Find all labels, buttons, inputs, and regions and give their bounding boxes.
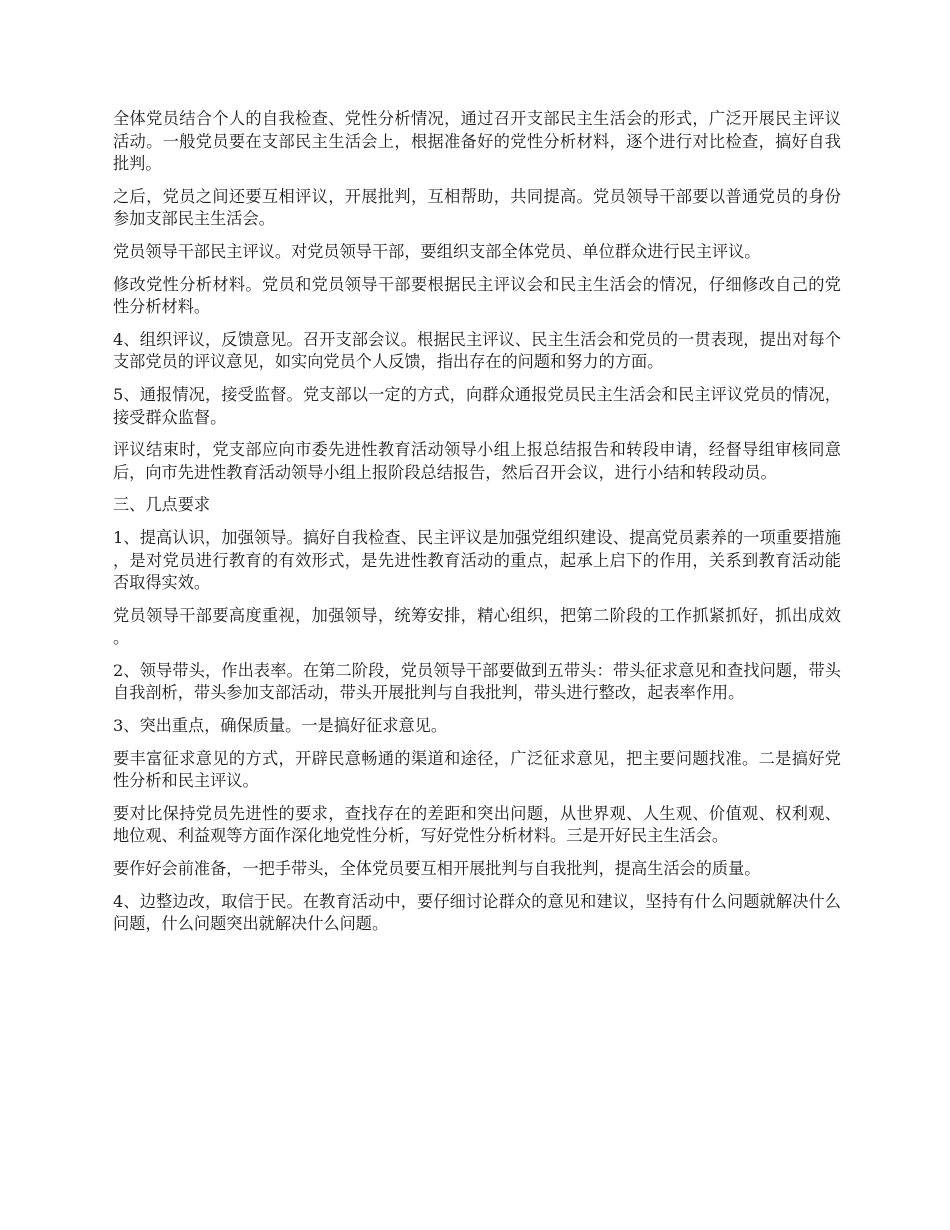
- paragraph-11: 2、领导带头，作出表率。在第二阶段，党员领导干部要做到五带头：带头征求意见和查找问题，带头自我剖析，带头参加支部活动，带头开展批判与自我批判，带头进行整改，起表率作用。: [113, 660, 841, 703]
- paragraph-9: 1、提高认识，加强领导。搞好自我检查、民主评议是加强党组织建设、提高党员素养的一项重要措施，是对党员进行教育的有效形式，是先进性教育活动的重点，起承上启下的作用，关系到教育活动能否取得实效。: [113, 527, 841, 593]
- paragraph-13: 要丰富征求意见的方式，开辟民意畅通的渠道和途径，广泛征求意见，把主要问题找准。二是搞好党性分析和民主评议。: [113, 748, 841, 791]
- paragraph-5: 4、组织评议，反馈意见。召开支部会议。根据民主评议、民主生活会和党员的一贯表现，提出对每个支部党员的评议意见，如实向党员个人反馈，指出存在的问题和努力的方面。: [113, 329, 841, 372]
- paragraph-14: 要对比保持党员先进性的要求，查找存在的差距和突出问题，从世界观、人生观、价值观、权利观、地位观、利益观等方面作深化地党性分析，写好党性分析材料。三是开好民主生活会。: [113, 803, 841, 846]
- paragraph-10: 党员领导干部要高度重视，加强领导，统筹安排，精心组织，把第二阶段的工作抓紧抓好，抓出成效。: [113, 605, 841, 648]
- paragraph-2: 之后，党员之间还要互相评议，开展批判，互相帮助，共同提高。党员领导干部要以普通党员的身份参加支部民主生活会。: [113, 186, 841, 229]
- paragraph-12: 3、突出重点，确保质量。一是搞好征求意见。: [113, 716, 448, 736]
- paragraph-4: 修改党性分析材料。党员和党员领导干部要根据民主评议会和民主生活会的情况，仔细修改自己的党性分析材料。: [113, 274, 841, 317]
- paragraph-7: 评议结束时，党支部应向市委先进性教育活动领导小组上报总结报告和转段申请，经督导组审核同意后，向市先进性教育活动领导小组上报阶段总结报告，然后召开会议，进行小结和转段动员。: [113, 440, 841, 482]
- paragraph-15: 要作好会前准备，一把手带头，全体党员要互相开展批判与自我批判，提高生活会的质量。: [113, 859, 761, 879]
- section-heading: 三、几点要求: [113, 495, 211, 515]
- document-body: [113, 108, 841, 946]
- paragraph-6: 5、通报情况，接受监督。党支部以一定的方式，向群众通报党员民主生活会和民主评议党员的情况，接受群众监督。: [113, 384, 841, 427]
- paragraph-16: 4、边整边改，取信于民。在教育活动中，要仔细讨论群众的意见和建议，坚持有什么问题就解决什么问题，什么问题突出就解决什么问题。: [113, 891, 841, 934]
- paragraph-1: 全体党员结合个人的自我检查、党性分析情况，通过召开支部民主生活会的形式，广泛开展民主评议活动。一般党员要在支部民主生活会上，根据准备好的党性分析材料，逐个进行对比检查，搞好自我批判。: [113, 109, 841, 174]
- paragraph-3: 党员领导干部民主评议。对党员领导干部，要组织支部全体党员、单位群众进行民主评议。: [113, 241, 761, 261]
